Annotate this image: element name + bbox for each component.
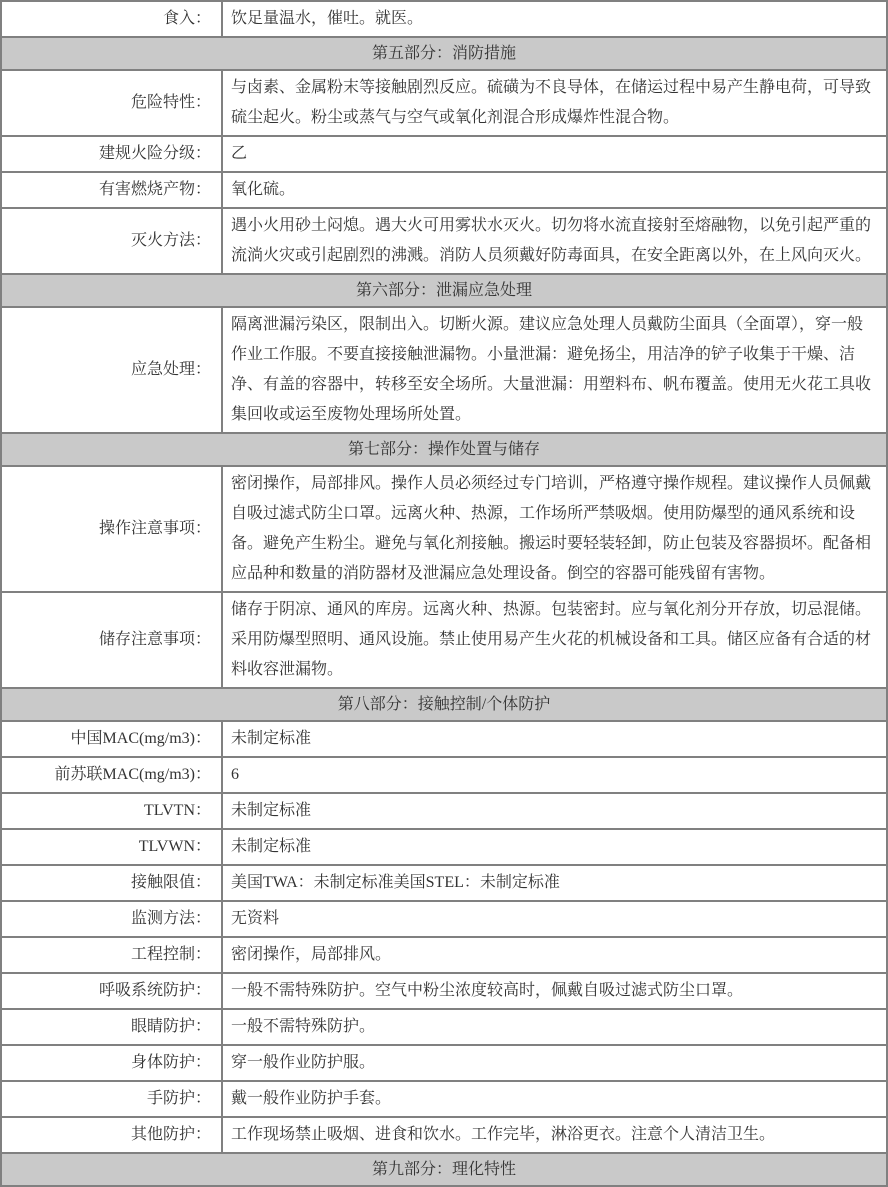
section-header: 第九部分：理化特性 <box>1 1153 887 1186</box>
field-label: 工程控制： <box>1 937 222 973</box>
field-label: 危险特性： <box>1 70 222 136</box>
field-value: 穿一般作业防护服。 <box>222 1045 887 1081</box>
table-row <box>1 307 887 433</box>
section-header-row <box>1 274 887 307</box>
field-value: 无资料 <box>222 901 887 937</box>
field-value: 一般不需特殊防护。空气中粉尘浓度较高时，佩戴自吸过滤式防尘口罩。 <box>222 973 887 1009</box>
table-row <box>1 1081 887 1117</box>
table-row <box>1 829 887 865</box>
field-value: 遇小火用砂土闷熄。遇大火可用雾状水灭火。切勿将水流直接射至熔融物，以免引起严重的流淌火灾或引起剧烈的沸溅。消防人员须戴好防毒面具，在安全距离以外，在上风向灭火。 <box>222 208 887 274</box>
field-label: 建规火险分级： <box>1 136 222 172</box>
section-header: 第六部分：泄漏应急处理 <box>1 274 887 307</box>
table-row <box>1 793 887 829</box>
field-label: 中国MAC(mg/m3)： <box>1 721 222 757</box>
field-label: 眼睛防护： <box>1 1009 222 1045</box>
table-row <box>1 172 887 208</box>
table-row <box>1 1 887 37</box>
field-value: 乙 <box>222 136 887 172</box>
field-label: 其他防护： <box>1 1117 222 1153</box>
field-value: 密闭操作，局部排风。 <box>222 937 887 973</box>
field-value: 一般不需特殊防护。 <box>222 1009 887 1045</box>
table-row <box>1 973 887 1009</box>
field-value: 饮足量温水，催吐。就医。 <box>222 1 887 37</box>
table-row <box>1 136 887 172</box>
field-value: 未制定标准 <box>222 793 887 829</box>
field-label: TLVTN： <box>1 793 222 829</box>
field-value: 氧化硫。 <box>222 172 887 208</box>
section-header: 第五部分：消防措施 <box>1 37 887 70</box>
section-header: 第八部分：接触控制/个体防护 <box>1 688 887 721</box>
field-value: 工作现场禁止吸烟、进食和饮水。工作完毕，淋浴更衣。注意个人清洁卫生。 <box>222 1117 887 1153</box>
table-row <box>1 1009 887 1045</box>
table-row <box>1 757 887 793</box>
table-row <box>1 937 887 973</box>
field-label: 储存注意事项： <box>1 592 222 688</box>
table-row <box>1 865 887 901</box>
table-row <box>1 1117 887 1153</box>
field-label: 接触限值： <box>1 865 222 901</box>
section-header-row <box>1 37 887 70</box>
field-label: 有害燃烧产物： <box>1 172 222 208</box>
field-label: 操作注意事项： <box>1 466 222 592</box>
table-row <box>1 1045 887 1081</box>
field-label: 食入： <box>1 1 222 37</box>
field-value: 戴一般作业防护手套。 <box>222 1081 887 1117</box>
field-value: 与卤素、金属粉末等接触剧烈反应。硫磺为不良导体，在储运过程中易产生静电荷，可导致硫尘起火。粉尘或蒸气与空气或氧化剂混合形成爆炸性混合物。 <box>222 70 887 136</box>
table-row <box>1 466 887 592</box>
section-header-row <box>1 433 887 466</box>
field-value: 6 <box>222 757 887 793</box>
table-row <box>1 901 887 937</box>
section-header-row <box>1 1153 887 1186</box>
field-value: 未制定标准 <box>222 721 887 757</box>
field-label: 应急处理： <box>1 307 222 433</box>
section-header: 第七部分：操作处置与储存 <box>1 433 887 466</box>
field-value: 密闭操作，局部排风。操作人员必须经过专门培训，严格遵守操作规程。建议操作人员佩戴自吸过滤式防尘口罩。远离火种、热源，工作场所严禁吸烟。使用防爆型的通风系统和设备。避免产生粉尘。避免与氧化剂接触。搬运时要轻装轻卸，防止包装及容器损坏。配备相应品种和数量的消防器材及泄漏应急处理设备。倒空的容器可能残留有害物。 <box>222 466 887 592</box>
field-label: 监测方法： <box>1 901 222 937</box>
field-value: 隔离泄漏污染区，限制出入。切断火源。建议应急处理人员戴防尘面具（全面罩），穿一般作业工作服。不要直接接触泄漏物。小量泄漏：避免扬尘，用洁净的铲子收集于干燥、洁净、有盖的容器中，转移至安全场所。大量泄漏：用塑料布、帆布覆盖。使用无火花工具收集回收或运至废物处理场所处置。 <box>222 307 887 433</box>
field-value: 储存于阴凉、通风的库房。远离火种、热源。包装密封。应与氧化剂分开存放，切忌混储。采用防爆型照明、通风设施。禁止使用易产生火花的机械设备和工具。储区应备有合适的材料收容泄漏物。 <box>222 592 887 688</box>
field-label: TLVWN： <box>1 829 222 865</box>
field-label: 呼吸系统防护： <box>1 973 222 1009</box>
field-label: 灭火方法： <box>1 208 222 274</box>
field-label: 手防护： <box>1 1081 222 1117</box>
table-row <box>1 70 887 136</box>
section-header-row <box>1 688 887 721</box>
table-row <box>1 721 887 757</box>
field-value: 美国TWA：未制定标准美国STEL：未制定标准 <box>222 865 887 901</box>
field-label: 身体防护： <box>1 1045 222 1081</box>
table-row <box>1 592 887 688</box>
field-value: 未制定标准 <box>222 829 887 865</box>
table-row <box>1 208 887 274</box>
field-label: 前苏联MAC(mg/m3)： <box>1 757 222 793</box>
